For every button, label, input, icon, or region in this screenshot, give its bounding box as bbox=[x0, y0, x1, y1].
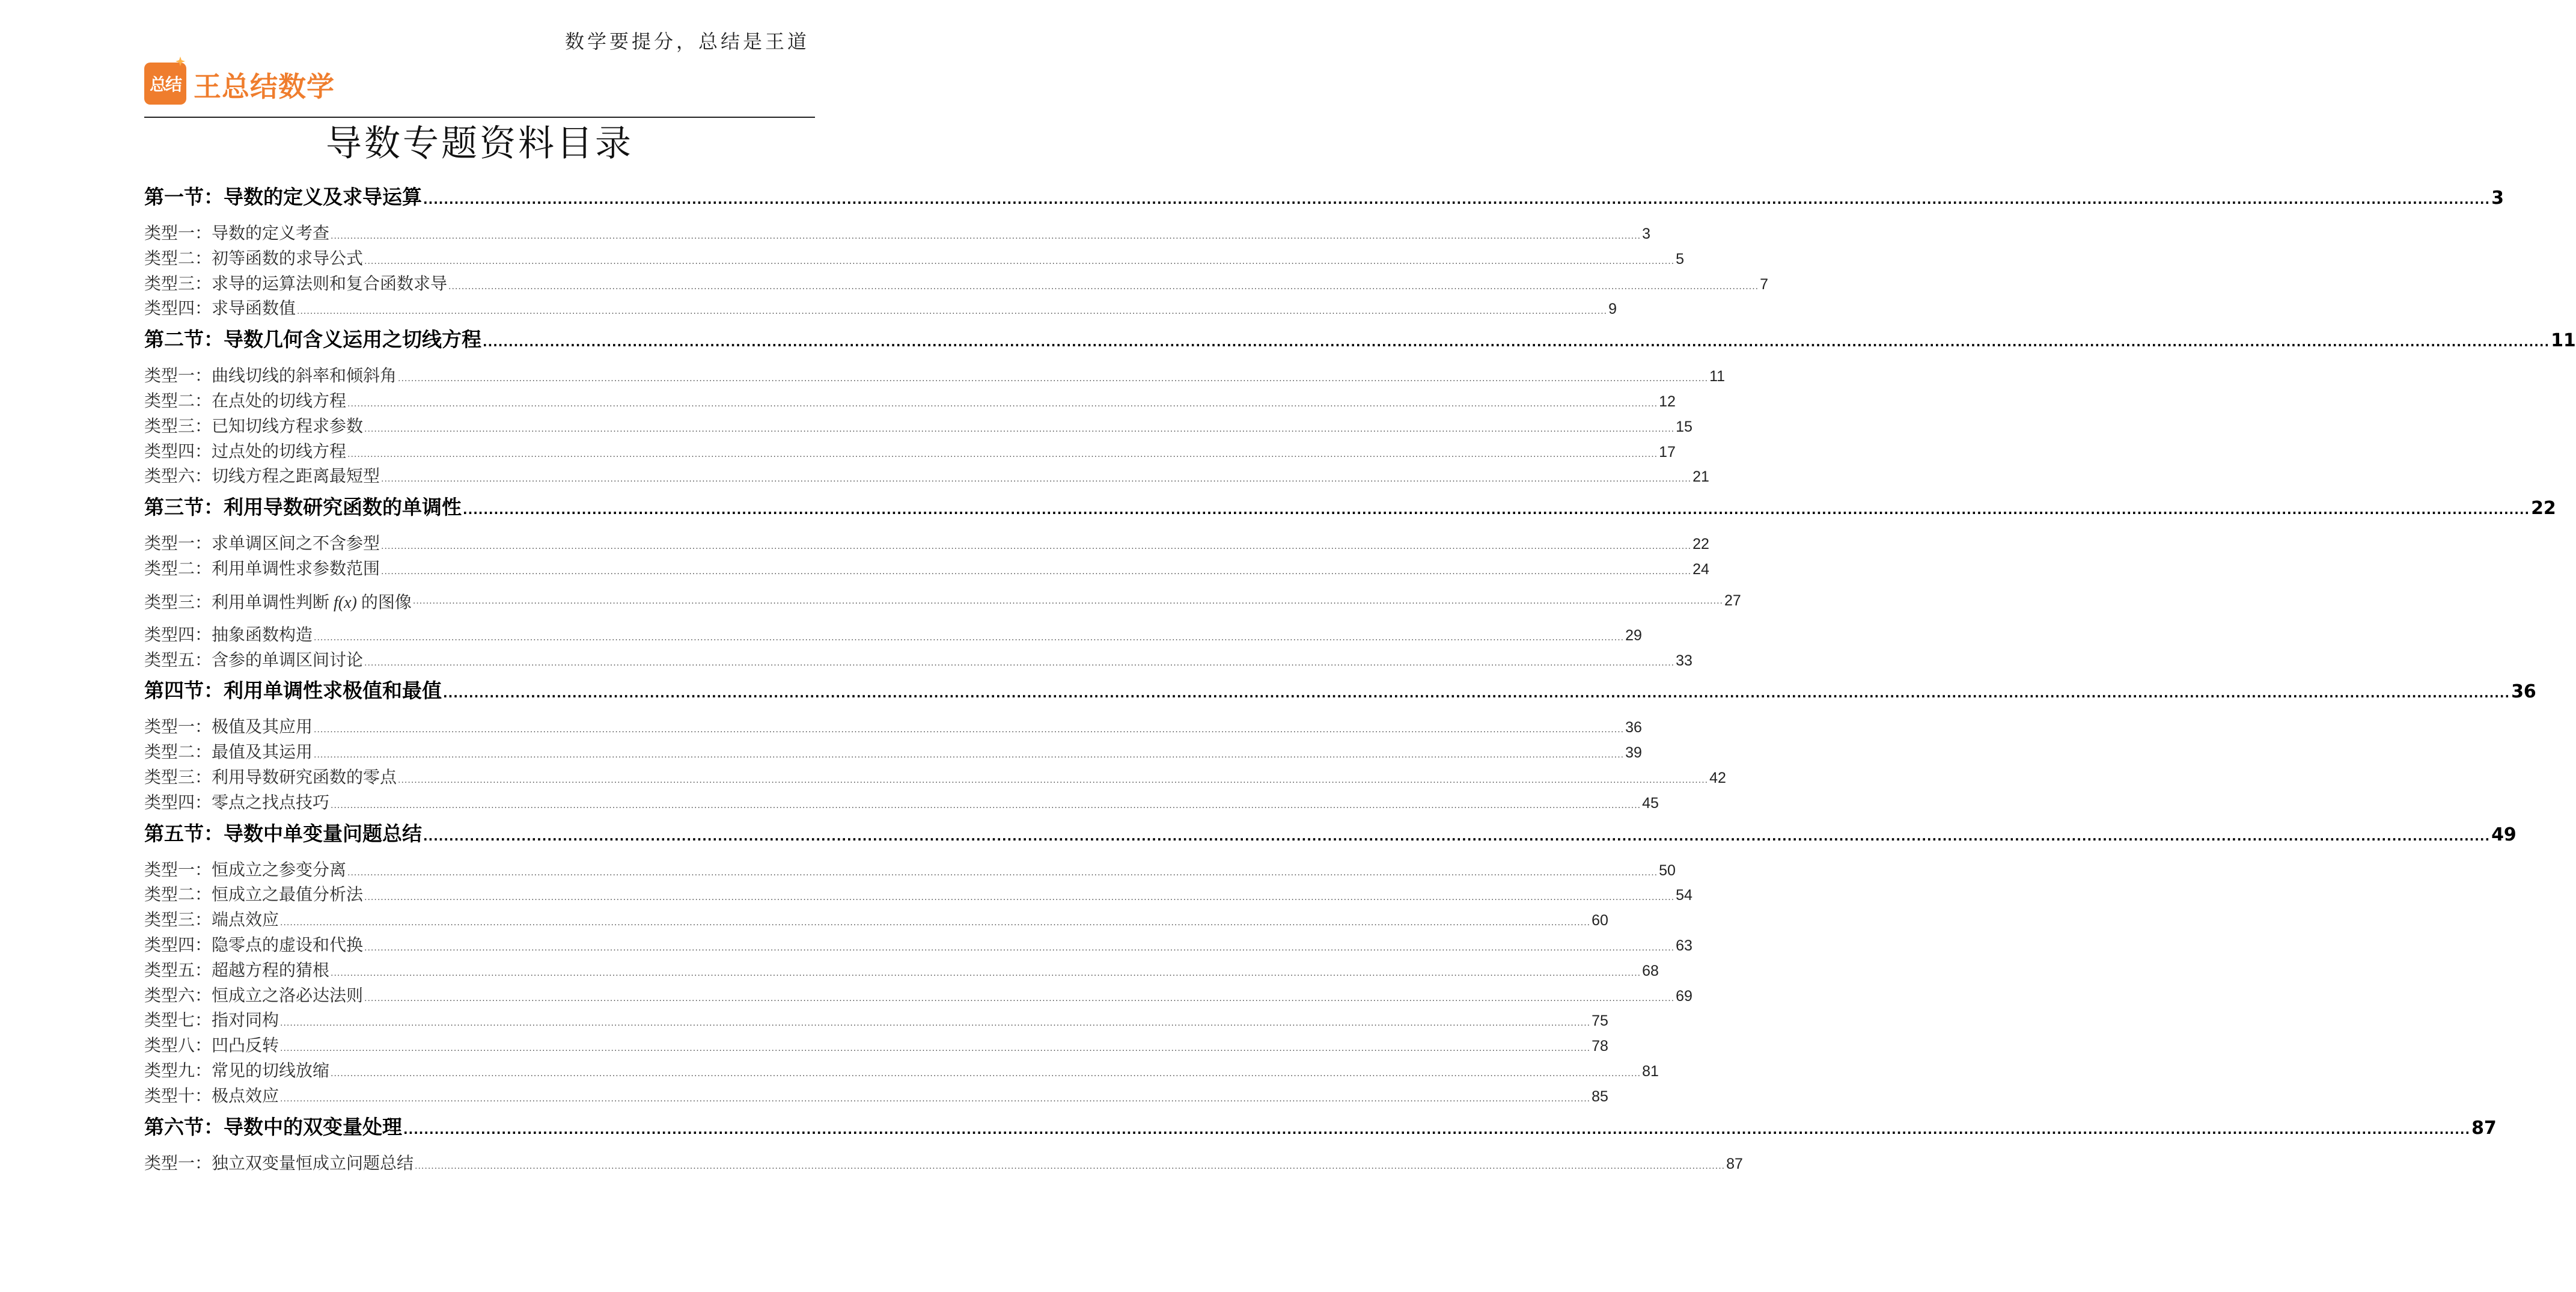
toc-item-entry[interactable] bbox=[144, 581, 1741, 622]
section-title: 第三节：利用导数研究函数的单调性 bbox=[144, 495, 462, 519]
item-title: 类型九：常见的切线放缩 bbox=[144, 1060, 330, 1080]
item-title: 类型四：隐零点的虚设和代换 bbox=[144, 934, 364, 955]
item-title: 类型一：求单调区间之不含参型 bbox=[144, 533, 380, 554]
section-title: 第六节：导数中的双变量处理 bbox=[144, 1115, 402, 1139]
dot-leader: ................................................................................................................................................................................................................................................................................................................................................................................................................ bbox=[314, 632, 1625, 643]
section-items bbox=[144, 220, 1768, 320]
toc-item-entry[interactable] bbox=[144, 789, 1659, 815]
dot-leader: ................................................................................................................................................................................................................................................................................................................................................................................................................ bbox=[347, 449, 1658, 459]
page-header bbox=[144, 59, 815, 117]
item-title-text: 类型三：利用单调性判断 bbox=[144, 592, 330, 612]
dot-leader: ................................................................................................................................................................................................................................................................................................................................................................................................................ bbox=[314, 725, 1625, 735]
math-expression: f(x) bbox=[329, 593, 361, 612]
header-divider bbox=[144, 117, 815, 118]
toc-item-entry[interactable] bbox=[144, 1058, 1659, 1083]
toc-item-entry[interactable] bbox=[144, 647, 1692, 672]
dot-leader: ................................................................................................................................................................................................................................................................................................................................................................................................................ bbox=[381, 474, 1692, 485]
toc-item-entry[interactable] bbox=[144, 1007, 1608, 1032]
item-title: 类型二：在点处的切线方程 bbox=[144, 390, 347, 411]
item-page-number: 9 bbox=[1608, 301, 1617, 318]
section-page-number: 11 bbox=[2551, 330, 2576, 352]
dot-leader: ................................................................................................................................................................................................................................................................................................................................................................................................................ bbox=[364, 658, 1675, 668]
toc-item-entry[interactable] bbox=[144, 220, 1650, 245]
dot-leader: ................................................................................................................................................................................................................................................................................................................................................................................................................ bbox=[398, 775, 1709, 785]
dot-leader: ................................................................................................................................................................................................................................................................................................................................................................................................................ bbox=[280, 1018, 1591, 1029]
item-page-number: 78 bbox=[1592, 1038, 1608, 1055]
item-title: 类型三：求导的运算法则和复合函数求导 bbox=[144, 273, 448, 293]
item-title: 类型二：最值及其运用 bbox=[144, 742, 313, 762]
item-page-number: 12 bbox=[1659, 393, 1676, 410]
item-page-number: 17 bbox=[1659, 443, 1676, 461]
dot-leader: ................................................................................................................................................................................................................................................................................................................................................................................................................ bbox=[364, 943, 1675, 953]
dot-leader: ................................................................................................................................................................................................................................................................................................................................................................................................................ bbox=[381, 566, 1692, 577]
item-page-number: 24 bbox=[1692, 560, 1709, 578]
item-title: 类型二：恒成立之最值分析法 bbox=[144, 884, 364, 905]
item-title: 类型三：已知切线方程求参数 bbox=[144, 415, 364, 436]
item-title: 类型十：极点效应 bbox=[144, 1085, 279, 1106]
item-page-number: 29 bbox=[1625, 626, 1642, 644]
item-title: 类型一：独立双变量恒成立问题总结 bbox=[144, 1153, 414, 1173]
section-page-number: 3 bbox=[2491, 188, 2504, 209]
dot-leader: ................................................................................................................................................................................................................................................................................................................................................................................................................ bbox=[364, 424, 1675, 434]
toc-item-entry[interactable] bbox=[144, 438, 1676, 464]
dot-leader: ................................................................................................................................................................................................................................................................................................................................................................................................................ bbox=[331, 800, 1641, 810]
section-title: 第二节：导数几何含义运用之切线方程 bbox=[144, 328, 481, 352]
toc-item-entry[interactable] bbox=[144, 622, 1642, 647]
item-page-number: 54 bbox=[1676, 887, 1692, 904]
section-title: 第一节：导数的定义及求导运算 bbox=[144, 185, 422, 209]
item-title: 类型六：切线方程之距离最短型 bbox=[144, 466, 380, 486]
item-page-number: 22 bbox=[1692, 536, 1709, 553]
item-page-number: 15 bbox=[1676, 418, 1692, 435]
section-page-number: 87 bbox=[2471, 1117, 2497, 1139]
dot-leader: ................................................................................................................................................................................................................................................................................................................................................................................................................ bbox=[415, 1161, 1726, 1171]
item-title: 类型二：初等函数的求导公式 bbox=[144, 248, 364, 268]
toc-item-entry[interactable] bbox=[144, 1150, 1743, 1175]
section-items bbox=[144, 857, 1692, 1108]
section-page-number: 49 bbox=[2491, 824, 2516, 845]
item-page-number: 45 bbox=[1642, 794, 1659, 812]
toc-item-entry[interactable] bbox=[144, 857, 1676, 882]
dot-leader: ................................................................................................................................................................................................................................................................................................................................................................................................................ bbox=[381, 542, 1692, 552]
section-items bbox=[144, 714, 1726, 814]
item-title: 类型三：利用导数研究函数的零点 bbox=[144, 767, 397, 787]
dot-leader: ................................................................................................................................................................................................................................................................................................................................................................................................................ bbox=[347, 399, 1658, 409]
item-title: 类型八：凹凸反转 bbox=[144, 1035, 279, 1056]
item-page-number: 7 bbox=[1760, 275, 1768, 293]
section-items bbox=[144, 1150, 1743, 1175]
dot-leader: ................................................................................................................................................................................................................................................................................................................................................................................................................ bbox=[280, 1044, 1591, 1054]
item-page-number: 63 bbox=[1676, 937, 1692, 954]
dot-leader: ................................................................................................................................................................................................................................................................................................................................................................................................................ bbox=[364, 256, 1675, 266]
item-title: 类型二：利用单调性求参数范围 bbox=[144, 558, 380, 578]
section-page-number: 22 bbox=[2531, 498, 2556, 519]
item-title: 类型六：恒成立之洛必达法则 bbox=[144, 985, 364, 1005]
item-page-number: 42 bbox=[1709, 769, 1726, 786]
toc-item-entry[interactable] bbox=[144, 1083, 1608, 1108]
toc-item-entry[interactable] bbox=[144, 295, 1617, 320]
toc-item-entry[interactable] bbox=[144, 881, 1692, 907]
toc-item-entry[interactable] bbox=[144, 932, 1692, 957]
item-title: 类型一：极值及其应用 bbox=[144, 717, 313, 737]
toc-item-entry[interactable] bbox=[144, 556, 1709, 581]
toc-item-entry[interactable] bbox=[144, 245, 1684, 271]
item-page-number: 21 bbox=[1692, 468, 1709, 486]
dot-leader: ................................................................................................................................................................................................................................................................................................................................................................................................................ bbox=[331, 231, 1641, 241]
dot-leader: ................................................................................................................................................................................................................................................................................................................................................................................................................ bbox=[412, 596, 1723, 606]
logo-mark: 总结 bbox=[149, 75, 181, 94]
item-page-number: 27 bbox=[1724, 592, 1741, 610]
section-page-number: 36 bbox=[2511, 681, 2536, 703]
section-title: 第四节：利用单调性求极值和最值 bbox=[144, 679, 442, 703]
dot-leader: ................................................................................................................................................................................................................................................................................................................................................................................................................ bbox=[403, 1122, 2471, 1137]
table-of-contents bbox=[144, 178, 2576, 1175]
item-title bbox=[144, 589, 412, 613]
toc-item-entry[interactable] bbox=[144, 739, 1642, 764]
dot-leader: ................................................................................................................................................................................................................................................................................................................................................................................................................ bbox=[331, 968, 1641, 978]
item-title: 类型四：过点处的切线方程 bbox=[144, 441, 347, 461]
section-title: 第五节：导数中单变量问题总结 bbox=[144, 821, 422, 845]
toc-item-entry[interactable] bbox=[144, 982, 1692, 1008]
dot-leader: ................................................................................................................................................................................................................................................................................................................................................................................................................ bbox=[280, 918, 1591, 928]
brand-name: 王总结数学 bbox=[194, 70, 335, 103]
item-page-number: 50 bbox=[1659, 862, 1676, 879]
item-page-number: 81 bbox=[1642, 1062, 1659, 1080]
item-title: 类型四：零点之找点技巧 bbox=[144, 792, 330, 812]
toc-section-entry[interactable] bbox=[144, 1112, 2497, 1147]
item-page-number: 68 bbox=[1642, 962, 1659, 979]
dot-leader: ................................................................................................................................................................................................................................................................................................................................................................................................................ bbox=[443, 686, 2510, 701]
item-page-number: 3 bbox=[1642, 225, 1650, 242]
item-page-number: 33 bbox=[1676, 652, 1692, 669]
item-title: 类型七：指对同构 bbox=[144, 1010, 279, 1030]
toc-item-entry[interactable] bbox=[144, 271, 1768, 296]
dot-leader: ................................................................................................................................................................................................................................................................................................................................................................................................................ bbox=[448, 281, 1759, 292]
dot-leader: ................................................................................................................................................................................................................................................................................................................................................................................................................ bbox=[331, 1068, 1641, 1079]
dot-leader: ................................................................................................................................................................................................................................................................................................................................................................................................................ bbox=[364, 993, 1675, 1003]
logo-icon bbox=[144, 63, 186, 105]
header-slogan: 数学要提分，总结是王道 bbox=[564, 30, 810, 53]
toc-section-entry[interactable] bbox=[144, 492, 2556, 527]
item-page-number: 69 bbox=[1676, 987, 1692, 1005]
item-page-number: 85 bbox=[1592, 1088, 1608, 1105]
toc-item-entry[interactable] bbox=[144, 463, 1709, 488]
spark-icon bbox=[175, 57, 185, 66]
dot-leader: ................................................................................................................................................................................................................................................................................................................................................................................................................ bbox=[423, 192, 2491, 207]
dot-leader: ................................................................................................................................................................................................................................................................................................................................................................................................................ bbox=[347, 868, 1658, 878]
item-title: 类型一：曲线切线的斜率和倾斜角 bbox=[144, 366, 397, 386]
item-title: 类型五：含参的单调区间讨论 bbox=[144, 649, 364, 670]
toc-item-entry[interactable] bbox=[144, 413, 1692, 438]
item-page-number: 39 bbox=[1625, 744, 1642, 762]
dot-leader: ................................................................................................................................................................................................................................................................................................................................................................................................................ bbox=[314, 750, 1625, 761]
dot-leader: ................................................................................................................................................................................................................................................................................................................................................................................................................ bbox=[483, 335, 2550, 350]
item-title: 类型五：超越方程的猜根 bbox=[144, 960, 330, 980]
item-page-number: 60 bbox=[1592, 912, 1608, 929]
item-page-number: 75 bbox=[1592, 1012, 1608, 1030]
item-page-number: 87 bbox=[1726, 1155, 1743, 1172]
section-items bbox=[144, 363, 1726, 488]
item-page-number: 11 bbox=[1709, 368, 1726, 385]
toc-item-entry[interactable] bbox=[144, 530, 1709, 556]
section-items bbox=[144, 530, 1741, 672]
item-title: 类型四：抽象函数构造 bbox=[144, 624, 313, 644]
toc-section-entry[interactable] bbox=[144, 818, 2516, 853]
item-title-text: 的图像 bbox=[361, 592, 412, 612]
dot-leader: ................................................................................................................................................................................................................................................................................................................................................................................................................ bbox=[364, 893, 1675, 903]
item-title: 类型三：端点效应 bbox=[144, 910, 279, 930]
toc-item-entry[interactable] bbox=[144, 714, 1642, 739]
toc-item-entry[interactable] bbox=[144, 388, 1676, 413]
item-page-number: 5 bbox=[1676, 250, 1684, 268]
toc-item-entry[interactable] bbox=[144, 907, 1608, 932]
toc-item-entry[interactable] bbox=[144, 363, 1726, 388]
dot-leader: ................................................................................................................................................................................................................................................................................................................................................................................................................ bbox=[297, 307, 1608, 317]
dot-leader: ................................................................................................................................................................................................................................................................................................................................................................................................................ bbox=[398, 374, 1709, 384]
dot-leader: ................................................................................................................................................................................................................................................................................................................................................................................................................ bbox=[280, 1094, 1591, 1104]
item-title: 类型一：恒成立之参变分离 bbox=[144, 859, 347, 880]
toc-section-entry[interactable] bbox=[144, 324, 2576, 359]
toc-section-entry[interactable] bbox=[144, 675, 2536, 710]
dot-leader: ................................................................................................................................................................................................................................................................................................................................................................................................................ bbox=[463, 503, 2530, 518]
dot-leader: ................................................................................................................................................................................................................................................................................................................................................................................................................ bbox=[423, 828, 2491, 843]
toc-item-entry[interactable] bbox=[144, 957, 1659, 982]
toc-item-entry[interactable] bbox=[144, 1032, 1608, 1058]
item-title: 类型一：导数的定义考查 bbox=[144, 223, 330, 243]
item-title: 类型四：求导函数值 bbox=[144, 298, 296, 319]
toc-item-entry[interactable] bbox=[144, 764, 1726, 789]
toc-section-entry[interactable] bbox=[144, 182, 2504, 216]
item-page-number: 36 bbox=[1625, 719, 1642, 736]
page-title: 导数专题资料目录 bbox=[326, 123, 633, 165]
